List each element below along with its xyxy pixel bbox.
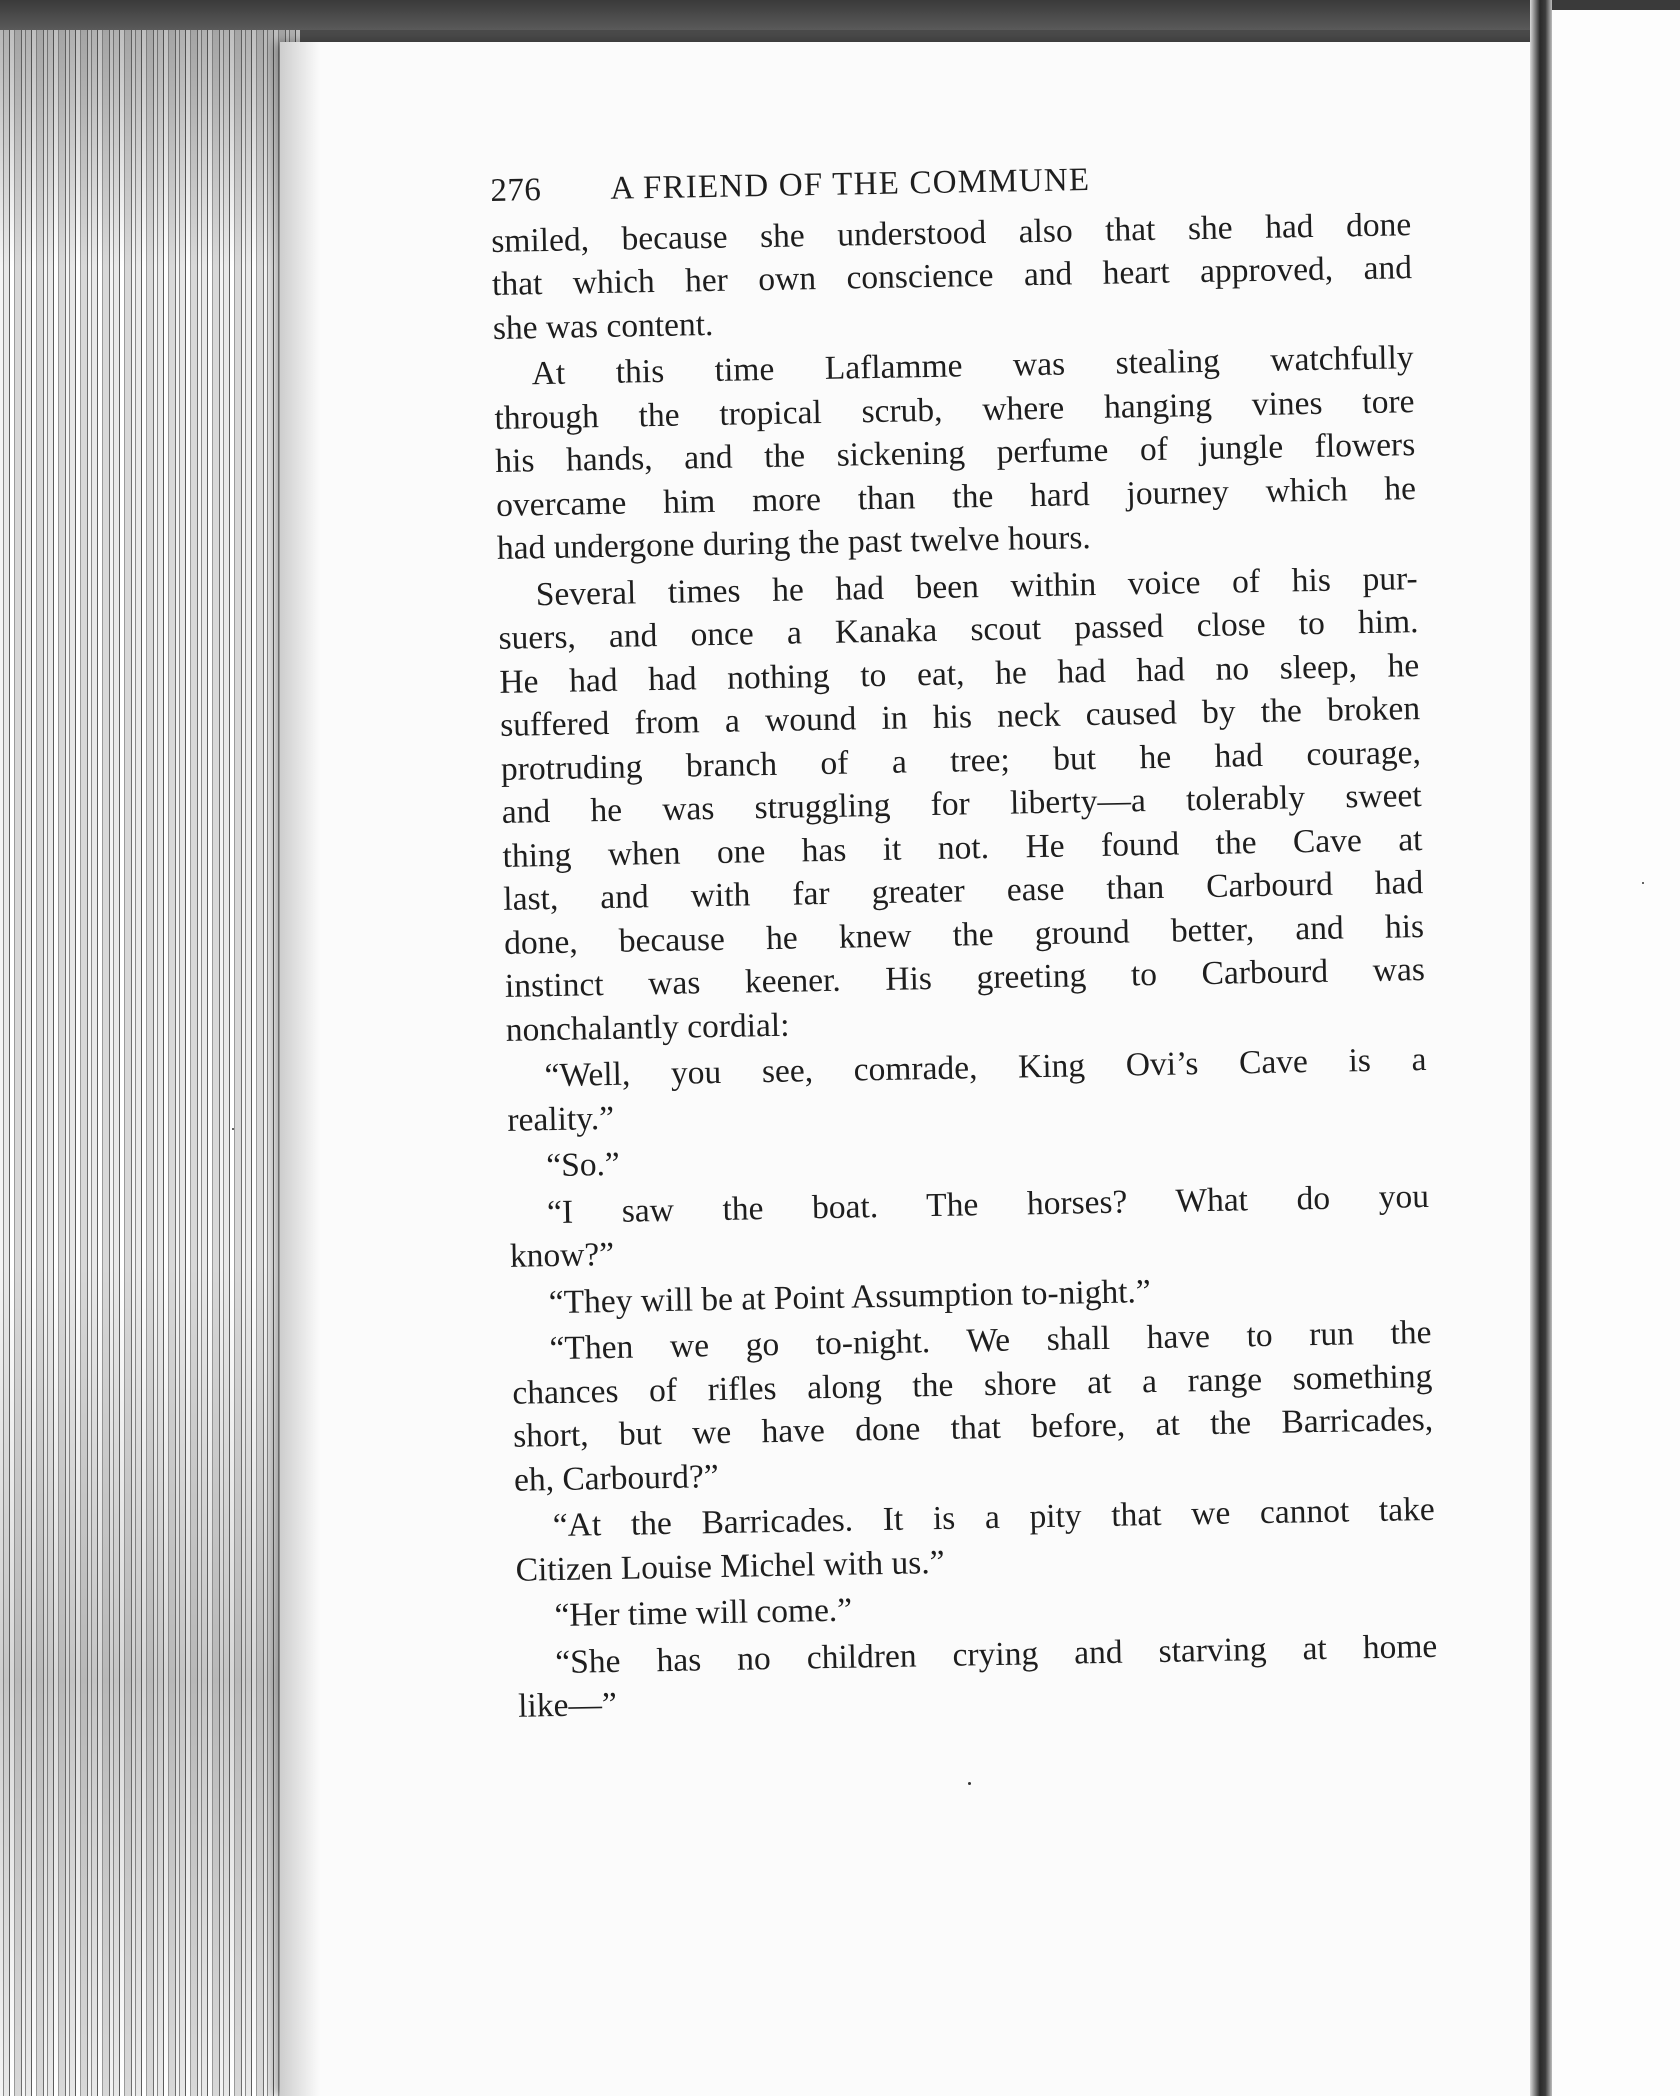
text-line: through the tropical scrub, where hanging vines tore: [494, 382, 1415, 437]
body-text: [491, 203, 1439, 1732]
top-shadow: [0, 0, 1680, 30]
page-number: 276: [490, 172, 542, 209]
text-line: that which her own conscience and heart approved, and: [491, 249, 1413, 303]
text-line: and he was struggling for liberty—a tolerably sweet: [501, 777, 1422, 831]
paragraph: [506, 1038, 1427, 1142]
text-line: smiled, because she understood also that she had done: [490, 205, 1412, 260]
text-line: reality.”: [507, 1099, 615, 1139]
text-line: “So.”: [545, 1145, 621, 1185]
paragraph: [497, 557, 1426, 1052]
text-line: He had had nothing to eat, he had had no sleep, he: [499, 646, 1420, 701]
text-line: overcame him more than the hard journey which he: [495, 469, 1417, 524]
print-speck: [968, 1782, 971, 1785]
book-spine-gutter: [1530, 0, 1552, 2096]
text-line: “I saw the boat. The horses? What do you: [546, 1177, 1430, 1231]
text-line: done, because he knew the ground better, and his: [503, 907, 1425, 962]
text-line: Citizen Louise Michel with us.”: [515, 1543, 945, 1589]
text-line: “They will be at Point Assumption to-night.”: [548, 1272, 1152, 1321]
text-line: his hands, and the sickening perfume of jungle flowers: [495, 426, 1416, 480]
paragraph: [493, 336, 1417, 570]
text-line: chances of rifles along the shore at a range something: [512, 1357, 1433, 1412]
text-line: nonchalantly cordial:: [505, 1006, 790, 1049]
text-line: protruding branch of a tree; but he had courage,: [500, 733, 1422, 788]
text-line: short, but we have done that before, at the Barricades,: [512, 1400, 1434, 1455]
text-line: “At the Barricades. It is a pity that we cannot take: [552, 1490, 1436, 1545]
text-line: Several times he had been within voice of his pur-: [535, 559, 1418, 613]
text-line: eh, Carbourd?”: [513, 1457, 719, 1499]
print-speck: [232, 1128, 234, 1130]
text-line: “She has no children crying and starving at home: [555, 1627, 1438, 1681]
text-line: “Then we go to-night. We shall have to run the: [549, 1313, 1432, 1368]
text-line: like—”: [517, 1685, 618, 1725]
text-line: know?”: [509, 1235, 615, 1275]
paragraph: [514, 1488, 1435, 1592]
running-head-title: A FRIEND OF THE COMMUNE: [610, 162, 1091, 207]
paragraph: [491, 203, 1413, 350]
print-speck: [1642, 882, 1644, 884]
paragraph: [511, 1311, 1434, 1502]
text-line: she was content.: [492, 305, 714, 347]
text-line: thing when one has it not. He found the Cave at: [502, 820, 1423, 875]
text-line: “Well, you see, comrade, King Ovi’s Cave is a: [544, 1040, 1427, 1095]
text-line: last, and with far greater ease than Carbourd had: [503, 864, 1424, 918]
text-line: had undergone during the past twelve hours.: [496, 519, 1092, 567]
page-text: [490, 153, 1438, 1731]
text-line: suffered from a wound in his neck caused by the broken: [499, 690, 1421, 744]
paragraph: [517, 1624, 1438, 1728]
text-line: “Her time will come.”: [554, 1591, 853, 1635]
text-line: suers, and once a Kanaka scout passed close to him.: [498, 603, 1419, 657]
text-line: instinct was keener. His greeting to Carbourd was: [504, 951, 1426, 1005]
paragraph: [509, 1174, 1430, 1278]
page-inner-shadow: [280, 42, 320, 2096]
facing-page: [1552, 10, 1680, 2096]
book-page-edges: [0, 18, 300, 2096]
text-line: At this time Laflamme was stealing watchfully: [531, 339, 1414, 393]
